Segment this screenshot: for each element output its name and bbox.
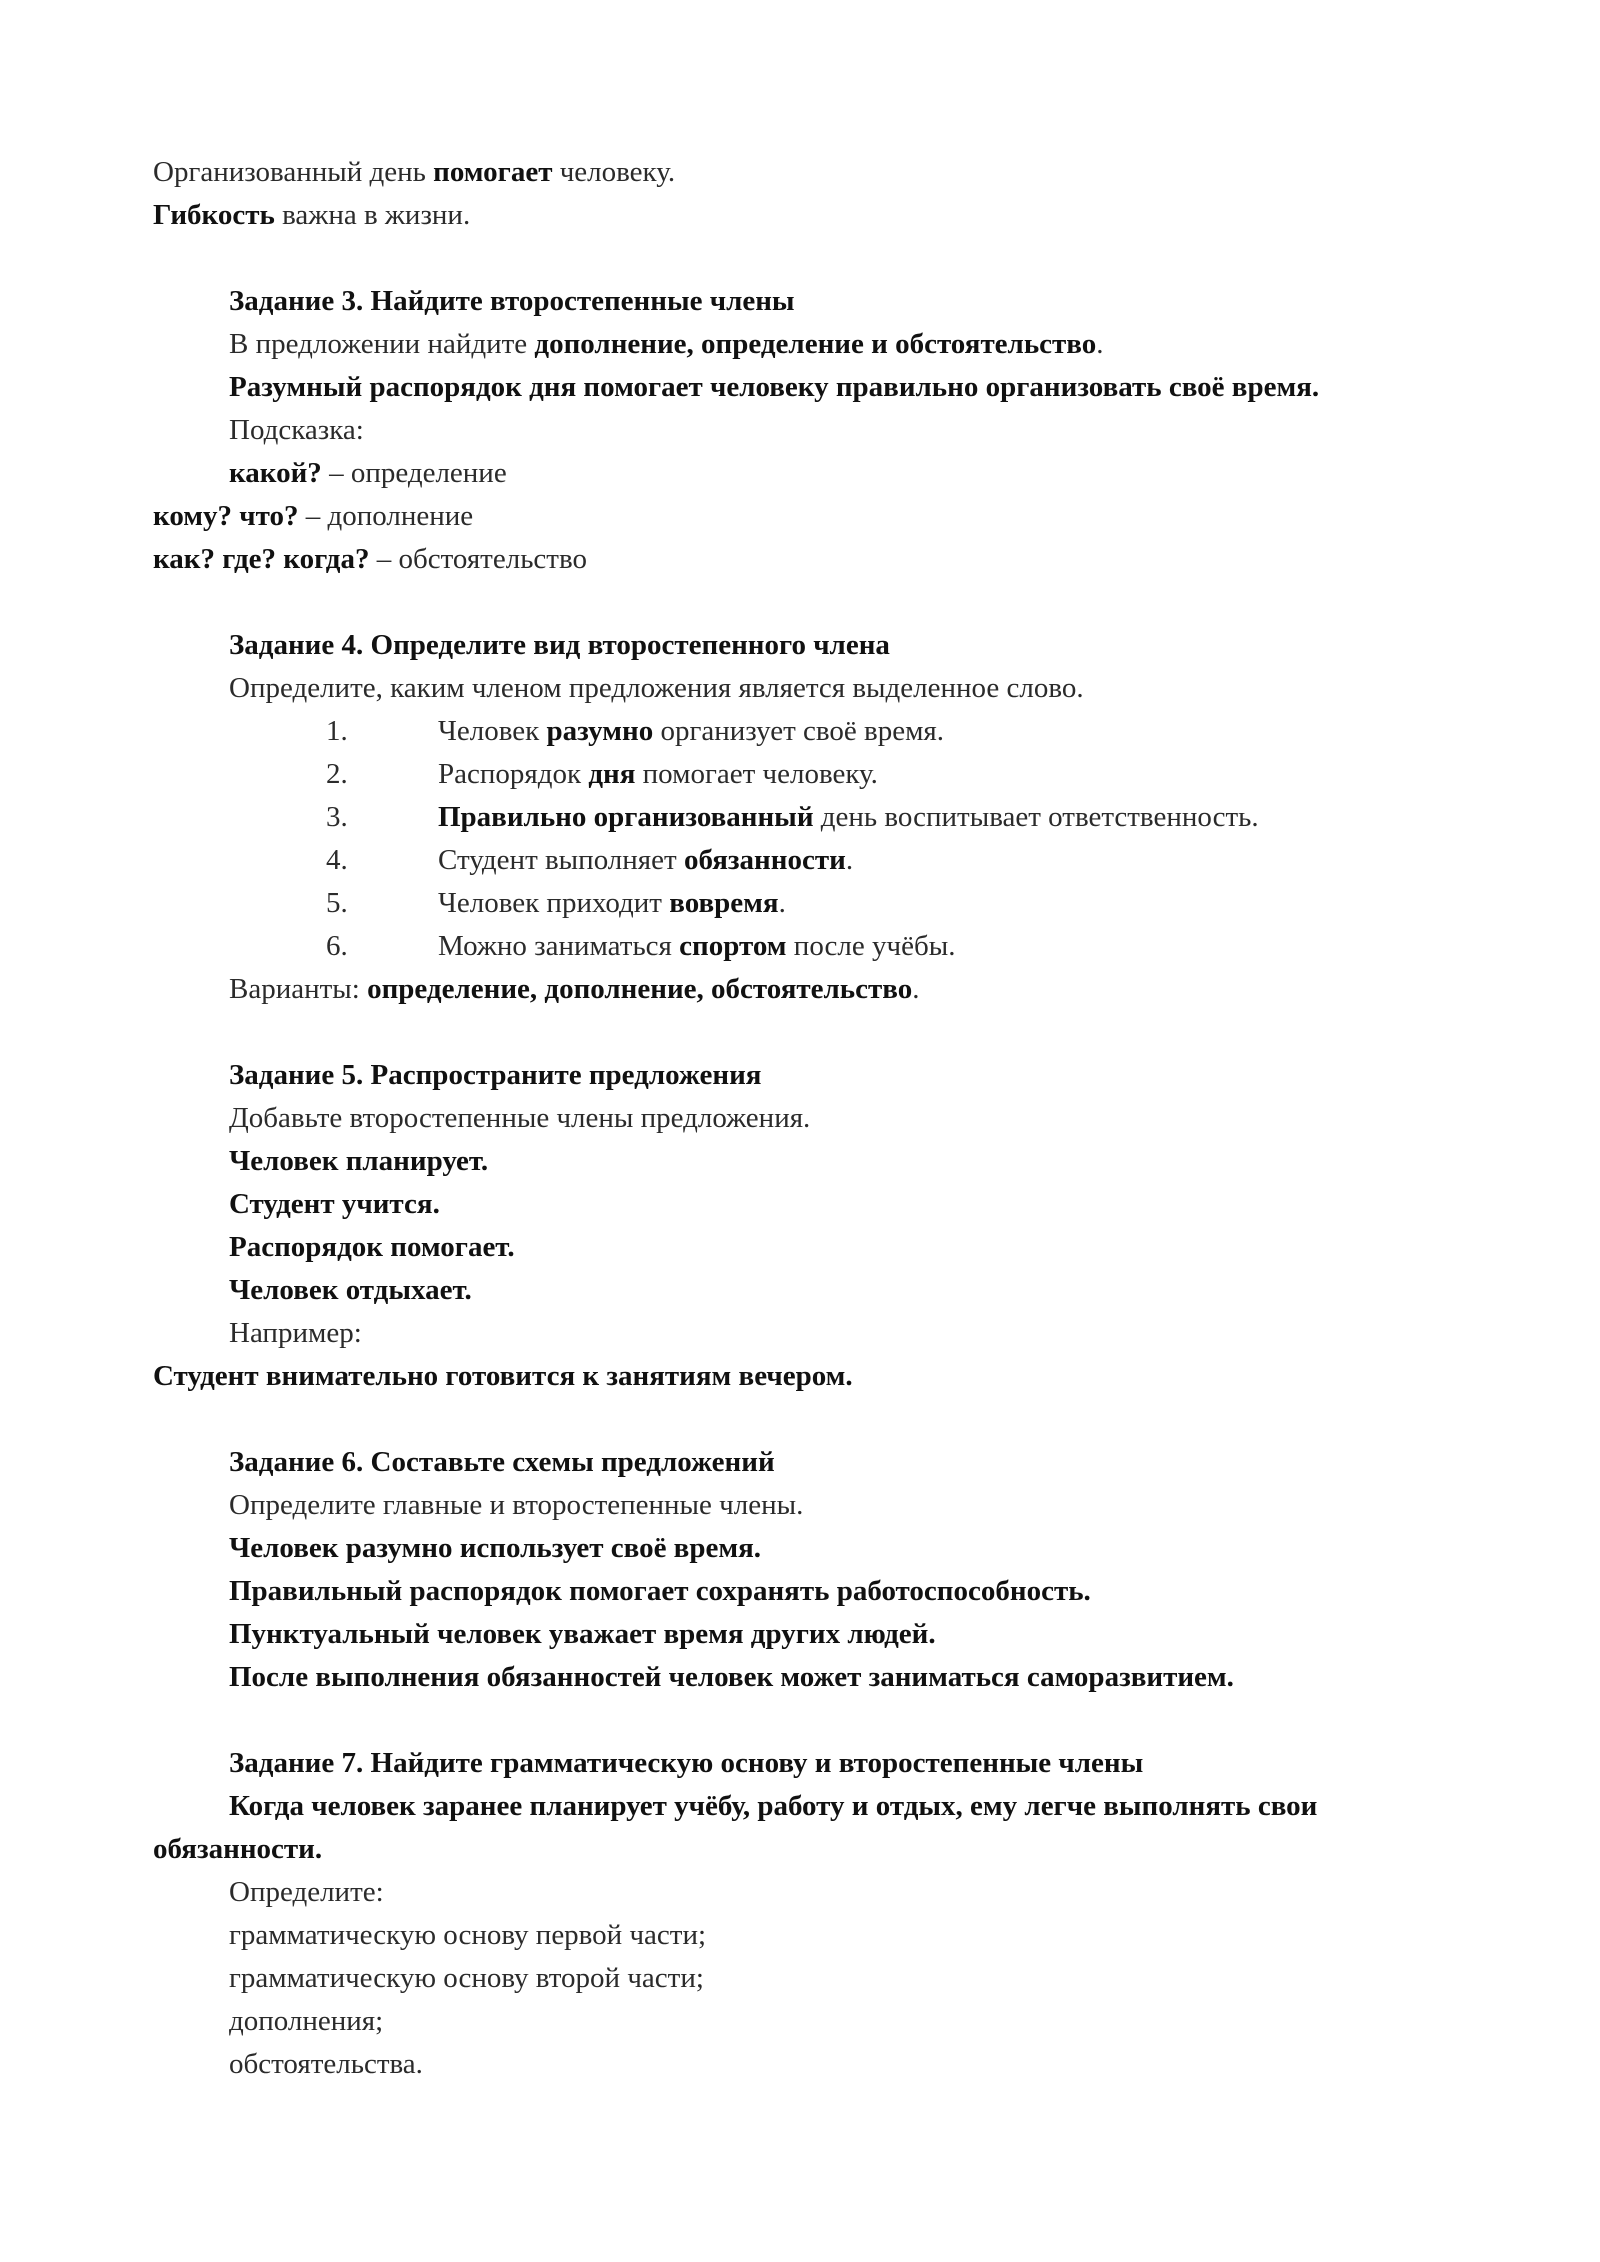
task7-list-item <box>229 2043 423 2085</box>
task5-sentence <box>229 1269 472 1311</box>
list-item <box>438 753 878 795</box>
task6-sentence <box>229 1613 936 1655</box>
task6-sentence <box>229 1656 1234 1698</box>
bold-run: дополнение, определение и обстоятельство <box>534 328 1097 360</box>
text-run: Распорядок <box>438 758 589 790</box>
task5-sentence <box>229 1140 488 1182</box>
text-run: грамматическую основу первой части; <box>229 1919 707 1951</box>
list-number: 2. <box>326 758 348 790</box>
intro-line-2 <box>153 194 470 236</box>
bold-run: разумно <box>546 715 654 747</box>
bold-run: спортом <box>679 930 787 962</box>
bold-run: Распорядок помогает. <box>229 1231 515 1263</box>
text-run: Подсказка: <box>229 414 364 446</box>
text-run: . <box>845 844 854 876</box>
text-run: Человек приходит <box>438 887 670 919</box>
text-run: – дополнение <box>298 500 474 532</box>
bold-run: Человек планирует. <box>229 1145 489 1177</box>
text-run: дополнения; <box>229 2005 384 2037</box>
list-item <box>438 796 1259 838</box>
task5-sentence <box>229 1226 515 1268</box>
task3-hint-2 <box>153 495 473 537</box>
task5-example <box>153 1355 853 1397</box>
text-run: . <box>1096 328 1104 360</box>
bold-run: Гибкость <box>153 199 275 231</box>
task7-list-item <box>229 1914 706 1956</box>
list-item <box>438 710 944 752</box>
task6-title <box>229 1441 775 1483</box>
list-number: 5. <box>326 887 348 919</box>
task3-hint-label <box>229 409 364 451</box>
text-run: Студент выполняет <box>438 844 684 876</box>
list-item <box>438 839 853 881</box>
bold-run: обязанности <box>683 844 846 876</box>
text-run: обстоятельства. <box>229 2048 423 2080</box>
bold-run: как? где? когда? <box>153 543 370 575</box>
task3-sentence <box>229 366 1319 408</box>
task4-instruction <box>229 667 1084 709</box>
text-run: организует своё время. <box>653 715 945 747</box>
heading-text: Задание 5. Распространите предложения <box>229 1059 762 1091</box>
task3-hint-1 <box>229 452 507 494</box>
text-run: – обстоятельство <box>369 543 587 575</box>
heading-text: Задание 3. Найдите второстепенные члены <box>229 285 795 317</box>
bold-run: помогает <box>433 156 553 188</box>
list-number: 6. <box>326 930 348 962</box>
list-item <box>438 882 786 924</box>
task5-title <box>229 1054 762 1096</box>
task7-determine-label <box>229 1871 384 1913</box>
text-run: Добавьте второстепенные члены предложения. <box>229 1102 811 1134</box>
bold-run: какой? <box>229 457 322 489</box>
task4-title <box>229 624 890 666</box>
bold-run: Пунктуальный человек уважает время других людей. <box>229 1618 936 1650</box>
task3-instruction <box>229 323 1104 365</box>
task5-sentence <box>229 1183 440 1225</box>
text-run: Например: <box>229 1317 362 1349</box>
bold-run: Студент внимательно готовится к занятиям вечером. <box>153 1360 853 1392</box>
text-run: – определение <box>321 457 507 489</box>
task5-example-label <box>229 1312 362 1354</box>
task6-sentence <box>229 1570 1091 1612</box>
task4-variants <box>229 968 919 1010</box>
bold-run: Разумный распорядок дня помогает человеку правильно организовать своё время. <box>229 371 1320 403</box>
text-run: грамматическую основу второй части; <box>229 1962 704 1994</box>
bold-run: Студент учится. <box>229 1188 440 1220</box>
bold-run: После выполнения обязанностей человек может заниматься саморазвитием. <box>229 1661 1234 1693</box>
text-run: Можно заниматься <box>438 930 680 962</box>
task7-title <box>229 1742 1143 1784</box>
bold-run: дня <box>588 758 636 790</box>
task3-hint-3 <box>153 538 587 580</box>
list-item <box>438 925 955 967</box>
text-run: человеку. <box>552 156 676 188</box>
task6-sentence <box>229 1527 761 1569</box>
list-number: 1. <box>326 715 348 747</box>
text-run: Определите: <box>229 1876 384 1908</box>
text-run: Определите, каким членом предложения является выделенное слово. <box>229 672 1084 704</box>
bold-run: обязанности. <box>153 1833 323 1865</box>
text-run: В предложении найдите <box>229 328 535 360</box>
heading-text: Задание 7. Найдите грамматическую основу и второстепенные члены <box>229 1747 1144 1779</box>
bold-run: Человек отдыхает. <box>229 1274 472 1306</box>
text-run: Определите главные и второстепенные члены. <box>229 1489 804 1521</box>
list-number: 3. <box>326 801 348 833</box>
text-run: Организованный день <box>153 156 434 188</box>
task3-title <box>229 280 795 322</box>
bold-run: Когда человек заранее планирует учёбу, работу и отдых, ему легче выполнять свои <box>229 1790 1318 1822</box>
text-run: . <box>778 887 786 919</box>
bold-run: Человек разумно использует своё время. <box>229 1532 762 1564</box>
task6-instruction <box>229 1484 803 1526</box>
text-run: помогает человеку. <box>635 758 878 790</box>
text-run: после учёбы. <box>786 930 956 962</box>
bold-run: Правильно организованный <box>438 801 814 833</box>
bold-run: определение, дополнение, обстоятельство <box>367 973 913 1005</box>
bold-run: Правильный распорядок помогает сохранять работоспособность. <box>229 1575 1091 1607</box>
task5-instruction <box>229 1097 810 1139</box>
text-run: день воспитывает ответственность. <box>813 801 1259 833</box>
bold-run: вовремя <box>669 887 779 919</box>
task7-sentence-line1 <box>229 1785 1317 1827</box>
text-run: Варианты: <box>229 973 368 1005</box>
task7-sentence-line2 <box>153 1828 322 1870</box>
intro-line-1 <box>153 151 675 193</box>
list-number: 4. <box>326 844 348 876</box>
text-run: . <box>912 973 920 1005</box>
text-run: Человек <box>438 715 547 747</box>
heading-text: Задание 6. Составьте схемы предложений <box>229 1446 775 1478</box>
text-run: важна в жизни. <box>274 199 471 231</box>
task7-list-item <box>229 2000 383 2042</box>
task7-list-item <box>229 1957 704 1999</box>
heading-text: Задание 4. Определите вид второстепенного члена <box>229 629 890 661</box>
bold-run: кому? что? <box>153 500 299 532</box>
